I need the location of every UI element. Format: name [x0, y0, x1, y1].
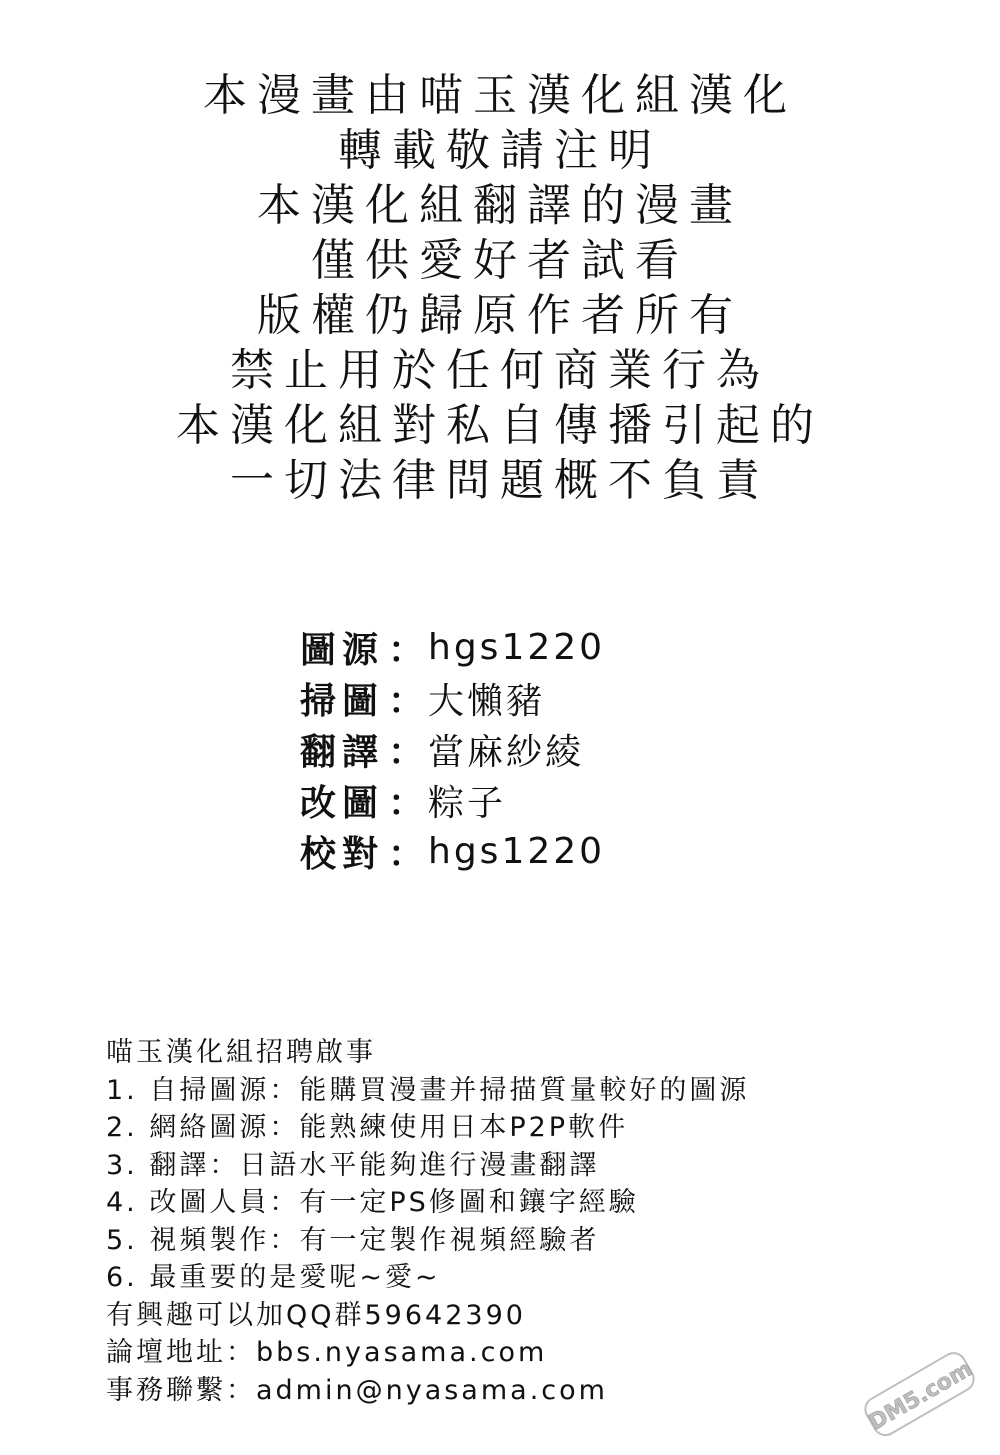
recruitment-item: 6. 最重要的是愛呢~愛~: [106, 1262, 441, 1293]
recruitment-item: 4. 改圖人員：有一定PS修圖和鑲字經驗: [106, 1187, 639, 1218]
credit-separator: ：: [388, 834, 425, 875]
notice-line: 本漫畫由喵玉漢化組漢化: [203, 70, 797, 121]
notice-line: 本漢化組翻譯的漫畫: [257, 180, 743, 231]
credit-name: 大懶豬: [428, 681, 546, 722]
credit-role: 圖源: [300, 630, 385, 671]
credit-role: 校對: [300, 834, 385, 875]
credit-row-edit: [300, 775, 720, 826]
recruitment-item: 2. 網絡圖源：能熟練使用日本P2P軟件: [106, 1112, 629, 1143]
credit-separator: ：: [388, 732, 425, 773]
credit-name: hgs1220: [428, 831, 606, 872]
notice-line: 版權仍歸原作者所有: [257, 290, 743, 341]
qq-group-info: 有興趣可以加QQ群59642390: [106, 1299, 526, 1331]
recruitment-item: 5. 視頻製作：有一定製作視頻經驗者: [106, 1224, 600, 1256]
recruitment-item: 3. 翻譯：日語水平能夠進行漫畫翻譯: [106, 1149, 600, 1181]
dm5-logo-icon: [851, 1335, 990, 1455]
credit-row-translation: [300, 724, 720, 775]
credit-name: hgs1220: [428, 627, 606, 668]
notice-line: 禁止用於任何商業行為: [230, 345, 770, 396]
credit-row-scan: [300, 673, 720, 724]
credit-separator: ：: [388, 681, 425, 722]
recruitment-notice: [106, 1034, 866, 1409]
credit-separator: ：: [388, 630, 425, 671]
credit-name: 當麻紗綾: [428, 732, 585, 773]
credit-name: 粽子: [428, 783, 507, 824]
copyright-notice: [0, 68, 1000, 508]
credit-role: 掃圖: [300, 681, 385, 722]
credit-row-proofread: [300, 826, 720, 877]
staff-credits: [300, 622, 720, 877]
credit-separator: ：: [388, 783, 425, 824]
notice-line: 僅供愛好者試看: [311, 235, 689, 286]
recruitment-title: 喵玉漢化組招聘啟事: [106, 1037, 376, 1068]
credit-role: 改圖: [300, 783, 385, 824]
notice-line: 一切法律問題概不負責: [230, 455, 770, 506]
recruitment-item: 1. 自掃圖源：能購買漫畫并掃描質量較好的圖源: [106, 1074, 750, 1106]
notice-line: 轉載敬請注明: [338, 125, 662, 176]
svg-text:DM5.com: DM5.com: [864, 1356, 977, 1436]
forum-address: 論壇地址：bbs.nyasama.com: [106, 1337, 548, 1368]
credit-row-source: [300, 622, 720, 673]
credit-role: 翻譯: [300, 732, 385, 773]
notice-line: 本漢化組對私自傳播引起的: [176, 400, 824, 451]
contact-email: 事務聯繫：admin@nyasama.com: [106, 1374, 608, 1406]
